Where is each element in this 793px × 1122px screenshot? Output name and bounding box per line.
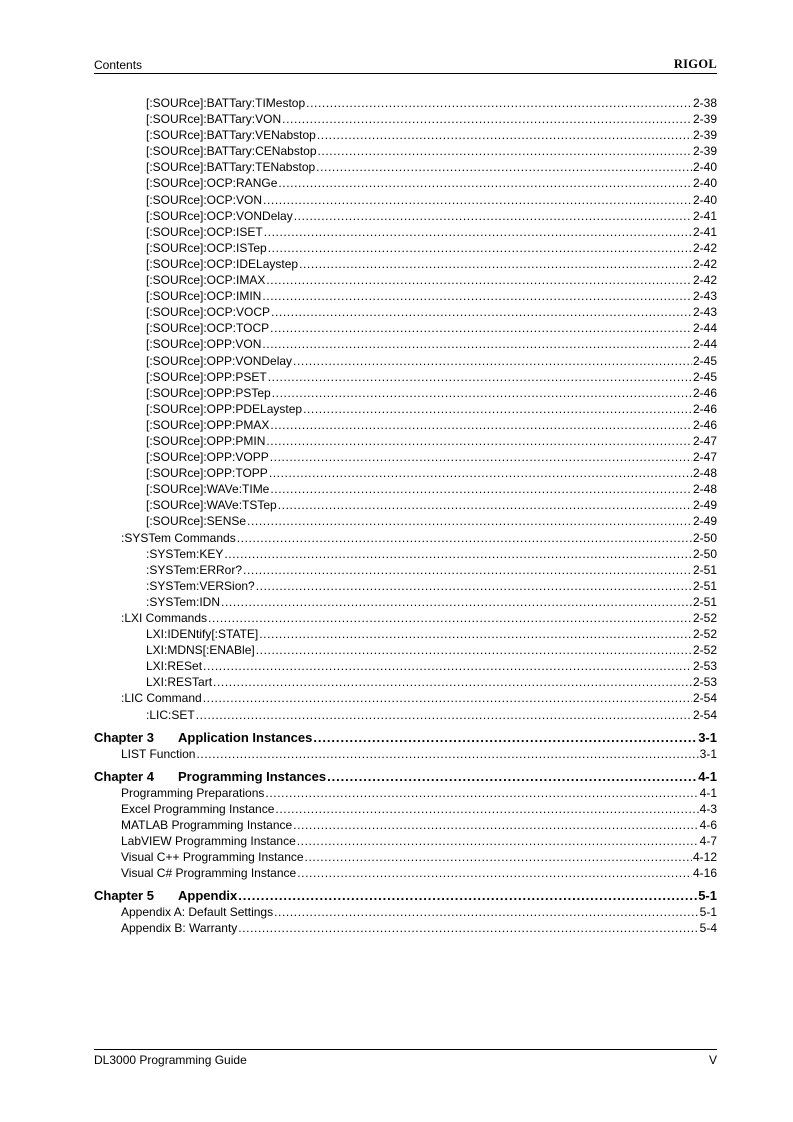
toc-page-number: 2-47 [692, 450, 717, 465]
dot-leader [316, 159, 692, 175]
toc-entry-title: [:SOURce]:OCP:IMAX [146, 273, 266, 288]
toc-entry-title: :SYSTem:VERSion? [146, 578, 255, 593]
toc-entry[interactable] [94, 433, 717, 449]
toc-entry-title: [:SOURce]:OPP:PSET [146, 369, 267, 384]
dot-leader [294, 208, 692, 224]
toc-entry-title: LXI:RESet [146, 659, 203, 674]
page-footer [94, 1049, 717, 1067]
toc-entry[interactable] [94, 904, 717, 920]
toc-page-number: 2-38 [692, 96, 717, 110]
dot-leader [268, 369, 692, 385]
toc-entry[interactable] [94, 175, 717, 191]
toc-page-number: 3-1 [699, 746, 717, 761]
toc-page-number: 2-46 [692, 401, 717, 416]
toc-entry-title: [:SOURce]:OPP:VOPP [146, 450, 269, 465]
toc-entry-title: [:SOURce]:OCP:TOCP [146, 321, 270, 336]
toc-entry-title: [:SOURce]:OCP:ISTep [146, 240, 267, 255]
toc-entry[interactable] [94, 546, 717, 562]
dot-leader [262, 336, 692, 352]
dot-leader [293, 817, 698, 833]
toc-page-number: 2-52 [692, 611, 717, 625]
dot-leader [263, 192, 692, 208]
toc-entry[interactable] [94, 513, 717, 529]
toc-entry-title: [:SOURce]:OCP:VONDelay [146, 208, 293, 223]
toc-entry[interactable] [94, 594, 717, 610]
dot-leader [306, 95, 692, 111]
toc-entry[interactable] [94, 626, 717, 642]
toc-entry[interactable] [94, 833, 717, 849]
toc-entry[interactable] [94, 610, 717, 626]
toc-page-number: 4-6 [699, 817, 717, 832]
dot-leader [278, 497, 692, 513]
toc-entry-title: MATLAB Programming Instance [121, 817, 293, 832]
toc-entry[interactable] [94, 849, 717, 865]
toc-page-number: 2-50 [692, 546, 717, 561]
toc-page-number: 2-40 [692, 192, 717, 207]
toc-chapter-name: Application Instances [178, 729, 313, 745]
toc-entry[interactable] [94, 562, 717, 578]
toc-page-number: 2-41 [692, 208, 717, 223]
toc-entry[interactable] [94, 417, 717, 433]
toc-page-number: 2-39 [692, 128, 717, 143]
toc-entry-title: Appendix B: Warranty [121, 921, 238, 936]
dot-leader [305, 849, 692, 865]
toc-entry[interactable] [94, 143, 717, 159]
dot-leader [293, 353, 692, 369]
toc-page-number: 2-51 [692, 578, 717, 593]
toc-page-number: 4-1 [698, 768, 717, 784]
toc-entry[interactable] [94, 817, 717, 833]
dot-leader [256, 578, 692, 594]
toc-page-number: 2-46 [692, 417, 717, 432]
dot-leader [270, 417, 692, 433]
toc-entry[interactable] [94, 690, 717, 706]
dot-leader [264, 224, 692, 240]
toc-entry[interactable] [94, 401, 717, 417]
dot-leader [268, 240, 692, 256]
toc-entry-title: [:SOURce]:OPP:TOPP [146, 466, 268, 481]
toc-page-number: 2-43 [692, 289, 717, 304]
toc-entry[interactable] [94, 336, 717, 352]
dot-leader [299, 256, 692, 272]
toc-page-number: 4-3 [699, 801, 717, 816]
toc-entry[interactable] [94, 642, 717, 658]
toc-entry-title: Appendix A: Default Settings [121, 905, 274, 920]
toc-entry-title: [:SOURce]:OPP:PDELaystep [146, 401, 303, 416]
toc-page-number: 2-49 [692, 498, 717, 513]
toc-entry[interactable] [94, 256, 717, 272]
brand-logo: RIGOL [673, 57, 717, 71]
page-header [94, 56, 717, 74]
dot-leader [271, 304, 692, 320]
dot-leader [272, 385, 692, 401]
toc-entry-title: [:SOURce]:OCP:IMIN [146, 289, 262, 304]
toc-entry-title: :SYSTem:ERRor? [146, 562, 243, 577]
toc-entry-title: [:SOURce]:OCP:ISET [146, 224, 263, 239]
toc-entry-title: [:SOURce]:SENSe [146, 514, 247, 529]
toc-entry-title: [:SOURce]:BATTary:VON [146, 112, 282, 127]
toc-entry-title: [:SOURce]:BATTary:TENabstop [146, 160, 316, 175]
toc-page-number: 2-49 [692, 514, 717, 529]
dot-leader [208, 610, 692, 626]
dot-leader [262, 288, 692, 304]
toc-entry-title: [:SOURce]:OCP:RANGe [146, 176, 278, 191]
toc-chapter-title [94, 887, 237, 904]
toc-entry[interactable] [94, 801, 717, 817]
dot-leader [224, 546, 692, 562]
toc-page-number: 2-52 [692, 643, 717, 658]
dot-leader [203, 658, 692, 674]
dot-leader [274, 904, 699, 920]
toc-page-number: 2-45 [692, 369, 717, 384]
dot-leader [318, 143, 692, 159]
page-number: V [708, 1053, 717, 1067]
toc-entry-title: Visual C# Programming Instance [121, 866, 297, 881]
toc-page-number: 2-40 [692, 160, 717, 175]
toc-entry[interactable] [94, 707, 717, 723]
toc-entry[interactable] [94, 658, 717, 674]
toc-entry-title: [:SOURce]:WAVe:TSTep [146, 498, 277, 513]
toc-page-number: 2-44 [692, 321, 717, 336]
dot-leader [282, 111, 692, 127]
toc-entry-title: [:SOURce]:BATTary:CENabstop [146, 144, 317, 159]
toc-page-number: 4-16 [692, 866, 717, 881]
dot-leader [270, 449, 692, 465]
dot-leader [265, 785, 698, 801]
dot-leader [278, 175, 692, 191]
toc-entry[interactable] [94, 111, 717, 127]
toc-chapter-entry[interactable] [94, 729, 717, 746]
dot-leader [196, 746, 698, 762]
toc-page-number: 2-39 [692, 144, 717, 159]
toc-entry[interactable] [94, 127, 717, 143]
toc-page-number: 2-43 [692, 305, 717, 320]
toc-page-number: 2-52 [692, 627, 717, 642]
toc-page-number: 2-54 [692, 691, 717, 706]
dot-leader [203, 690, 692, 706]
toc-page-number: 5-1 [699, 905, 717, 920]
dot-leader [327, 768, 697, 785]
toc-entry[interactable] [94, 224, 717, 240]
toc-page-number: 2-44 [692, 337, 717, 352]
dot-leader [303, 401, 692, 417]
toc-chapter-title [94, 768, 326, 785]
toc-entry-title: :SYSTem:IDN [146, 594, 221, 609]
toc-page-number: 4-7 [699, 834, 717, 849]
toc-page-number: 2-51 [692, 594, 717, 609]
dot-leader [247, 513, 692, 529]
toc-entry-title: [:SOURce]:OPP:VON [146, 337, 262, 352]
toc-entry[interactable] [94, 95, 717, 111]
toc-entry-title: Visual C++ Programming Instance [121, 850, 304, 865]
toc-page-number: 2-50 [692, 530, 717, 545]
dot-leader [256, 642, 692, 658]
toc-entry[interactable] [94, 497, 717, 513]
toc-entry-title: LIST Function [121, 746, 196, 761]
toc-page-number: 2-54 [692, 707, 717, 722]
toc-page-number: 2-41 [692, 224, 717, 239]
toc-entry[interactable] [94, 481, 717, 497]
toc-page-number: 2-47 [692, 433, 717, 448]
toc-entry[interactable] [94, 192, 717, 208]
toc-page-number: 2-53 [692, 675, 717, 690]
toc-entry-title: [:SOURce]:OPP:PSTep [146, 385, 271, 400]
toc-entry[interactable] [94, 240, 717, 256]
header-section-title: Contents [94, 58, 143, 72]
toc-entry-title: LXI:RESTart [146, 675, 213, 690]
dot-leader [313, 729, 697, 746]
toc-entry[interactable] [94, 674, 717, 690]
toc-entry-title: Programming Preparations [121, 785, 265, 800]
dot-leader [266, 272, 692, 288]
toc-entry[interactable] [94, 578, 717, 594]
toc-entry-title: [:SOURce]:BATTary:VENabstop [146, 128, 316, 143]
dot-leader [270, 320, 692, 336]
toc-entry-title: :SYSTem Commands [121, 530, 236, 545]
dot-leader [269, 465, 692, 481]
toc-chapter-number: Chapter 3 [94, 729, 154, 745]
toc-entry-title: [:SOURce]:OPP:PMAX [146, 417, 270, 432]
toc-entry[interactable] [94, 920, 717, 936]
dot-leader [221, 594, 692, 610]
toc-entry-title: :LXI Commands [121, 611, 208, 625]
toc-entry[interactable] [94, 865, 717, 881]
toc-entry-title: :LIC Command [121, 691, 202, 706]
toc-entry[interactable] [94, 159, 717, 175]
dot-leader [243, 562, 692, 578]
table-of-contents [94, 95, 717, 937]
toc-chapter-title [94, 729, 312, 746]
dot-leader [238, 920, 698, 936]
toc-entry[interactable] [94, 449, 717, 465]
footer-document-title: DL3000 Programming Guide [94, 1053, 247, 1067]
dot-leader [275, 801, 698, 817]
toc-page-number: 2-39 [692, 112, 717, 127]
toc-entry[interactable] [94, 465, 717, 481]
toc-entry[interactable] [94, 272, 717, 288]
toc-chapter-number: Chapter 4 [94, 768, 154, 784]
dot-leader [270, 481, 692, 497]
toc-entry[interactable] [94, 320, 717, 336]
toc-entry-title: [:SOURce]:OCP:VOCP [146, 305, 271, 320]
toc-page-number: 2-51 [692, 562, 717, 577]
toc-page-number: 2-48 [692, 482, 717, 497]
toc-entry-title: [:SOURce]:OCP:VON [146, 192, 263, 207]
toc-page-number: 2-42 [692, 273, 717, 288]
dot-leader [297, 833, 699, 849]
toc-entry-title: Excel Programming Instance [121, 801, 275, 816]
toc-page-number: 3-1 [698, 729, 717, 745]
toc-page-number: 2-42 [692, 240, 717, 255]
toc-page-number: 4-12 [692, 850, 717, 865]
dot-leader [266, 433, 692, 449]
toc-entry[interactable] [94, 208, 717, 224]
toc-entry[interactable] [94, 353, 717, 369]
toc-entry[interactable] [94, 530, 717, 546]
toc-page-number: 2-46 [692, 385, 717, 400]
dot-leader [259, 626, 692, 642]
dot-leader [297, 865, 692, 881]
toc-entry-title: [:SOURce]:BATTary:TIMestop [146, 96, 306, 110]
dot-leader [238, 887, 697, 904]
toc-entry[interactable] [94, 785, 717, 801]
toc-page-number: 2-53 [692, 659, 717, 674]
toc-entry[interactable] [94, 385, 717, 401]
toc-entry-title: [:SOURce]:OCP:IDELaystep [146, 256, 299, 271]
toc-chapter-entry[interactable] [94, 887, 717, 904]
toc-entry-title: [:SOURce]:WAVe:TIMe [146, 482, 270, 497]
toc-chapter-name: Appendix [178, 888, 238, 904]
dot-leader [196, 707, 692, 723]
toc-entry[interactable] [94, 288, 717, 304]
toc-entry-title: [:SOURce]:OPP:VONDelay [146, 353, 293, 368]
toc-entry[interactable] [94, 369, 717, 385]
toc-entry[interactable] [94, 746, 717, 762]
toc-chapter-number: Chapter 5 [94, 888, 154, 904]
toc-entry-title: :LIC:SET [146, 707, 195, 722]
toc-entry-title: LabVIEW Programming Instance [121, 834, 296, 849]
dot-leader [237, 530, 692, 546]
toc-entry-title: :SYSTem:KEY [146, 546, 224, 561]
toc-page-number: 5-1 [698, 888, 717, 904]
toc-page-number: 2-48 [692, 466, 717, 481]
toc-page-number: 2-40 [692, 176, 717, 191]
toc-page-number: 2-42 [692, 256, 717, 271]
toc-page-number: 2-45 [692, 353, 717, 368]
dot-leader [213, 674, 692, 690]
toc-entry-title: LXI:IDENtify[:STATE] [146, 627, 259, 642]
toc-page-number: 5-4 [699, 921, 717, 936]
toc-page-number: 4-1 [699, 785, 717, 800]
dot-leader [317, 127, 692, 143]
toc-entry-title: [:SOURce]:OPP:PMIN [146, 433, 266, 448]
toc-chapter-name: Programming Instances [178, 768, 327, 784]
toc-entry[interactable] [94, 304, 717, 320]
toc-entry-title: LXI:MDNS[:ENABle] [146, 643, 255, 658]
toc-chapter-entry[interactable] [94, 768, 717, 785]
